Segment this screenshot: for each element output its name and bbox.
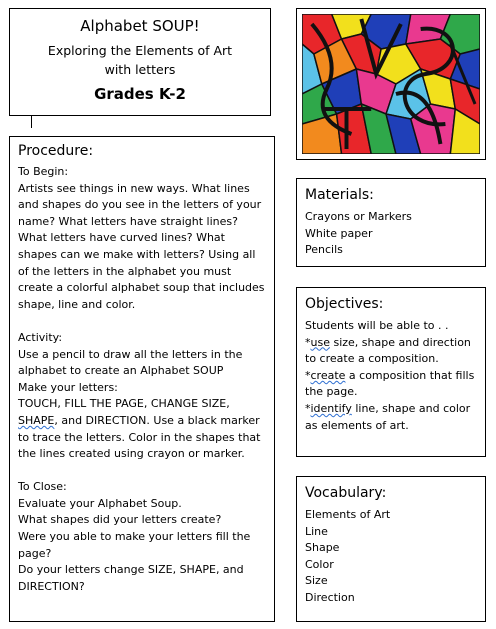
materials-item: Pencils [305, 243, 343, 257]
materials-box [296, 178, 486, 267]
vocabulary-item: Size [305, 574, 328, 588]
objective-item: *identify line, shape and color as elements of art. [305, 401, 471, 432]
procedure-heading: Procedure: [18, 143, 94, 159]
vocabulary-item: Elements of Art [305, 508, 391, 521]
vocabulary-heading: Vocabulary: [305, 485, 387, 501]
close-line: Were you able to make your letters fill the page? [18, 530, 251, 560]
materials-heading: Materials: [305, 187, 374, 203]
vocabulary-item: Shape [305, 541, 340, 555]
materials-item: Crayons or Markers [305, 210, 412, 223]
close-heading: To Close: [18, 480, 67, 494]
make-letters-label: Make your letters: [18, 380, 118, 394]
vocabulary-item: Line [305, 524, 328, 538]
grade-level: Grades K-2 [94, 85, 186, 103]
alphabet-soup-artwork [302, 14, 480, 154]
close-line: Evaluate your Alphabet Soup. [18, 496, 182, 510]
lesson-subtitle: Exploring the Elements of Art with letters [47, 43, 233, 77]
activity-heading: Activity: [18, 330, 63, 344]
close-line: Do your letters change SIZE, SHAPE, and DIRECTION? [18, 563, 244, 593]
objective-item: *use size, shape and direction to create a composition. [305, 335, 471, 366]
vocabulary-box [296, 476, 486, 622]
begin-heading: To Begin: [18, 165, 69, 178]
begin-text: Artists see things in new ways. What lines and shapes do you see in the letters of your name? What letters have straight lines? What letters have curved lines? What shapes can we make with letters? Using all of the letters in the alphabet you must create a colorful alphabet soup that includes shape, line and color. [18, 181, 265, 311]
objectives-heading: Objectives: [305, 296, 384, 312]
title-box [9, 8, 271, 116]
procedure-box [9, 136, 275, 622]
activity-text: Use a pencil to draw all the letters in the alphabet to create an Alphabet SOUP [18, 347, 243, 378]
objectives-box [296, 287, 486, 457]
objective-item: *create a composition that fills the page. [305, 368, 475, 399]
vocabulary-item: Direction [305, 590, 355, 604]
text-cursor [31, 116, 32, 128]
lesson-title: Alphabet SOUP! [80, 17, 200, 35]
vocabulary-item: Color [305, 557, 334, 571]
activity-instructions: TOUCH, FILL THE PAGE, CHANGE SIZE, SHAPE, and DIRECTION. Use a black marker to trace the letters. Color in the shapes that the lines created using crayon or marker. [18, 397, 261, 461]
artwork-example [296, 8, 486, 160]
materials-item: White paper [305, 226, 373, 240]
close-line: What shapes did your letters create? [18, 513, 222, 527]
objectives-intro: Students will be able to . . [305, 319, 449, 332]
